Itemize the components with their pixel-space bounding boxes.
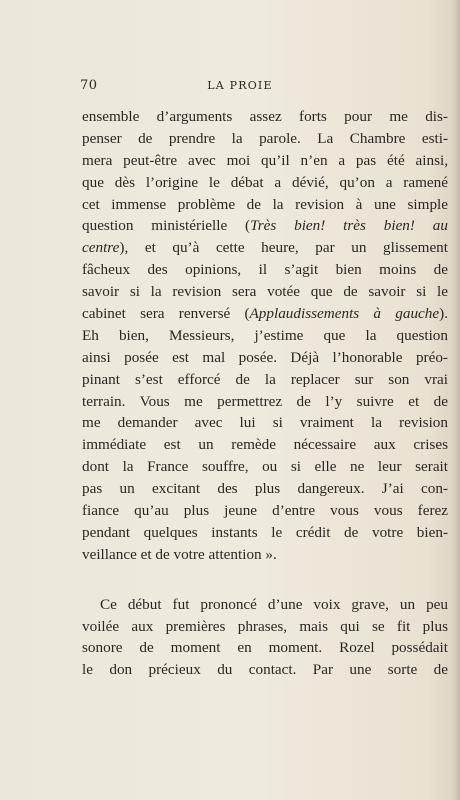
page-edge-shadow [452, 0, 460, 800]
text-line: immédiate est un remède nécessaire aux crises [82, 436, 448, 454]
text-line: fâcheux des opinions, il s’agit bien moins de [82, 261, 448, 279]
text-line: voilée aux premières phrases, mais qui se fit plus [82, 617, 448, 635]
text-run: question ministérielle ( [82, 217, 251, 235]
text-line: Ce début fut prononcé d’une voix grave, un peu [100, 595, 448, 613]
text-run: ). [439, 305, 448, 323]
text-line: terrain. Vous me permettrez de l’y suivre et de [82, 392, 448, 410]
page-header [80, 78, 400, 98]
text-line: pinant s’est efforcé de la replacer sur son vrai [82, 370, 448, 388]
text-line: le don précieux du contact. Par une sorte de [82, 661, 448, 679]
page-body [82, 106, 448, 681]
text-line: me demander avec lui si vraiment la revision [82, 414, 448, 432]
page-number: 70 [80, 78, 98, 93]
text-line: Eh bien, Messieurs, j’estime que la question [82, 326, 448, 344]
text-line [82, 237, 448, 259]
text-line: sonore de moment en moment. Rozel possédait [82, 639, 448, 657]
text-line: mera peut-être avec moi qu’il n’en a pas été ainsi, [82, 151, 448, 169]
italic-run: Applaudissements à gauche [249, 305, 440, 323]
text-line: cet immense problème de la revision à une simple [82, 195, 448, 213]
text-line [82, 215, 448, 237]
text-line: fiance qu’au plus jeune d’entre vous vous ferez [82, 502, 448, 520]
paragraph-gap [82, 566, 448, 594]
text-line: ensemble d’arguments assez forts pour me dis- [82, 108, 448, 125]
text-line: penser de prendre la parole. La Chambre esti- [82, 129, 448, 147]
text-line: savoir si la revision sera votée que de savoir si le [82, 283, 448, 301]
running-head: LA PROIE [207, 79, 273, 92]
text-line [82, 303, 448, 325]
text-line: dont la France souffre, ou si elle ne leur serait [82, 458, 448, 476]
text-run: ), et qu’à cette heure, par un glissement [119, 239, 448, 257]
paragraph-2 [82, 594, 448, 682]
text-line: veillance et de votre attention ». [82, 545, 277, 563]
text-run: cabinet sera renversé ( [82, 305, 250, 323]
paragraph-1 [82, 106, 448, 566]
italic-run: centre [82, 239, 120, 257]
text-line: pendant quelques instants le crédit de votre bien- [82, 523, 448, 541]
text-line: pas un excitant des plus dangereux. J’ai con- [82, 480, 448, 498]
text-line: ainsi posée est mal posée. Déjà l’honorable préo- [82, 348, 448, 366]
italic-run: Très bien! très bien! au [250, 217, 448, 235]
text-line: que dès l’origine le débat a dévié, qu’on a ramené [82, 173, 448, 191]
